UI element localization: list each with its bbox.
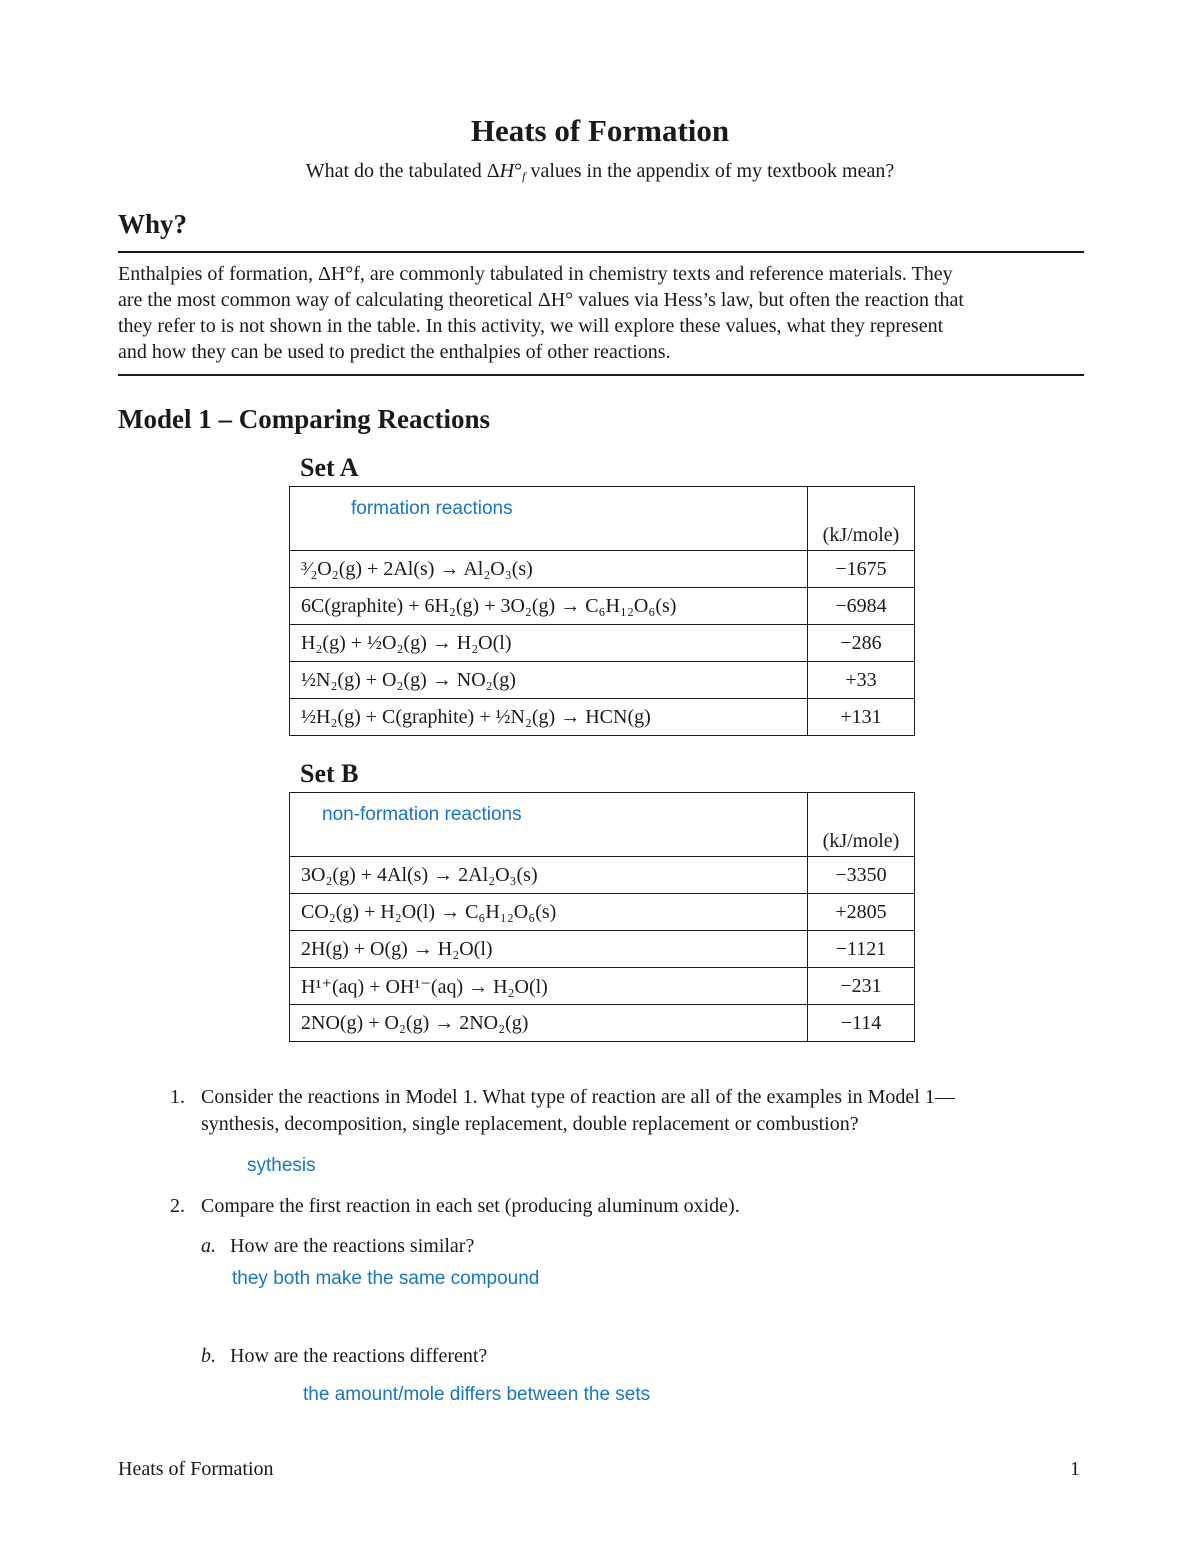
set-b-table [289, 792, 915, 1042]
table-row [290, 551, 915, 588]
set-b-unit: (kJ/mole) [808, 793, 915, 857]
answer-2a[interactable]: they both make the same compound [232, 1268, 540, 1289]
divider-bottom [118, 374, 1084, 376]
reaction-cell: CO₂(g) + H₂O(l) → C₆H₁₂O₆(s) [290, 894, 808, 931]
why-line-3: they refer to is not shown in the table. In this activity, we will explore these values, what they represent [118, 315, 944, 337]
question-2b-label: b. [201, 1345, 216, 1367]
enthalpy-cell: +33 [808, 662, 915, 699]
question-2-text: Compare the first reaction in each set (producing aluminum oxide). [201, 1195, 740, 1217]
answer-1[interactable]: sythesis [247, 1155, 316, 1176]
enthalpy-cell: −231 [808, 968, 915, 1005]
set-a-heading: Set A [300, 453, 359, 482]
table-row [290, 857, 915, 894]
table-row [290, 968, 915, 1005]
table-row [290, 894, 915, 931]
reaction-cell: 6C(graphite) + 6H₂(g) + 3O₂(g) → C₆H₁₂O₆(s) [290, 588, 808, 625]
reaction-cell: 3O₂(g) + 4Al(s) → 2Al₂O₃(s) [290, 857, 808, 894]
divider-top [118, 251, 1084, 253]
why-line-4: and how they can be used to predict the enthalpies of other reactions. [118, 341, 671, 363]
table-row [290, 1005, 915, 1042]
reaction-cell: ½H₂(g) + C(graphite) + ½N₂(g) → HCN(g) [290, 699, 808, 736]
question-1-line-2: synthesis, decomposition, single replacement, double replacement or combustion? [201, 1113, 859, 1135]
why-line-1: Enthalpies of formation, ΔH°f, are commonly tabulated in chemistry texts and reference materials. They [118, 263, 953, 285]
table-row [290, 931, 915, 968]
enthalpy-cell: −286 [808, 625, 915, 662]
set-b-header-label: non-formation reactions [322, 804, 522, 825]
why-line-2: are the most common way of calculating theoretical ΔH° values via Hess’s law, but often the reaction that [118, 289, 964, 311]
set-b-header-row [290, 793, 915, 857]
question-2a-label: a. [201, 1235, 216, 1257]
question-2b-text: How are the reactions different? [230, 1345, 488, 1367]
reaction-cell: ½N₂(g) + O₂(g) → NO₂(g) [290, 662, 808, 699]
enthalpy-cell: −3350 [808, 857, 915, 894]
model-heading: Model 1 – Comparing Reactions [118, 404, 490, 434]
reaction-cell: H₂(g) + ½O₂(g) → H₂O(l) [290, 625, 808, 662]
table-row [290, 662, 915, 699]
enthalpy-cell: −1121 [808, 931, 915, 968]
footer-title: Heats of Formation [118, 1458, 274, 1480]
table-row [290, 625, 915, 662]
reaction-cell: H¹⁺(aq) + OH¹⁻(aq) → H₂O(l) [290, 968, 808, 1005]
set-a-header-row [290, 487, 915, 551]
enthalpy-cell: +131 [808, 699, 915, 736]
answer-2b[interactable]: the amount/mole differs between the sets [303, 1384, 651, 1405]
enthalpy-cell: −114 [808, 1005, 915, 1042]
table-row [290, 699, 915, 736]
set-a-table [289, 486, 915, 736]
enthalpy-cell: −1675 [808, 551, 915, 588]
question-2a-text: How are the reactions similar? [230, 1235, 475, 1257]
reaction-cell: 2H(g) + O(g) → H₂O(l) [290, 931, 808, 968]
question-1-line-1: Consider the reactions in Model 1. What type of reaction are all of the examples in Model 1— [201, 1086, 955, 1108]
page-subtitle: What do the tabulated $\Delta H^\circ_f$ values in the appendix of my textbook mean? [305, 160, 895, 183]
table-row [290, 588, 915, 625]
set-a-unit: (kJ/mole) [808, 487, 915, 551]
set-b-heading: Set B [300, 759, 359, 788]
page-number: 1 [1070, 1458, 1080, 1480]
page-title: Heats of Formation [470, 113, 730, 148]
why-paragraph [118, 261, 1084, 365]
why-heading: Why? [118, 209, 188, 239]
enthalpy-cell: +2805 [808, 894, 915, 931]
set-a-header-label: formation reactions [351, 498, 513, 519]
set-b-header-cell [290, 793, 808, 857]
enthalpy-cell: −6984 [808, 588, 915, 625]
set-a-header-cell [290, 487, 808, 551]
reaction-cell: 2NO(g) + O₂(g) → 2NO₂(g) [290, 1005, 808, 1042]
question-1-number: 1. [170, 1086, 185, 1108]
reaction-cell: ³⁄₂O₂(g) + 2Al(s) → Al₂O₃(s) [290, 551, 808, 588]
question-2-number: 2. [170, 1195, 185, 1217]
